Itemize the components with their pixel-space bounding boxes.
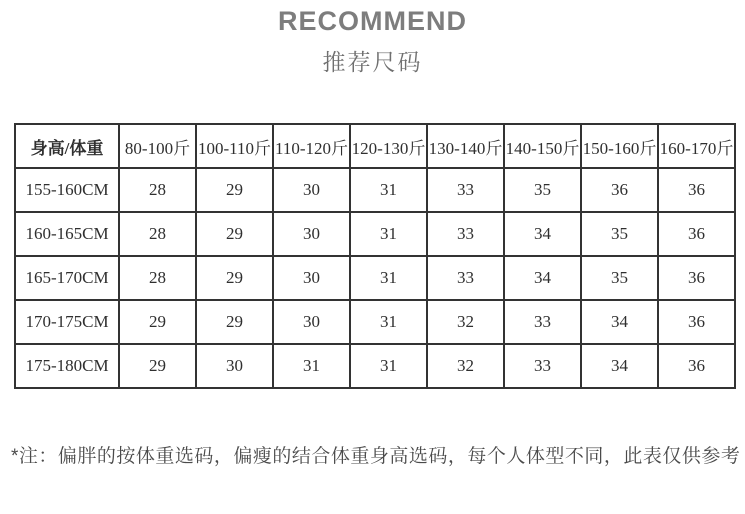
size-cell: 33 — [427, 168, 504, 212]
size-cell: 33 — [504, 344, 581, 388]
size-cell: 28 — [119, 212, 196, 256]
size-cell: 31 — [350, 344, 427, 388]
size-cell: 34 — [581, 344, 658, 388]
size-cell: 33 — [427, 212, 504, 256]
size-cell: 30 — [273, 256, 350, 300]
size-cell: 32 — [427, 300, 504, 344]
size-cell: 35 — [581, 256, 658, 300]
size-cell: 35 — [504, 168, 581, 212]
size-cell: 36 — [581, 168, 658, 212]
size-cell: 29 — [119, 344, 196, 388]
table-row — [15, 256, 735, 300]
col-header-weight-8: 160-170斤 — [658, 124, 735, 168]
size-cell: 36 — [658, 212, 735, 256]
col-header-weight-2: 100-110斤 — [196, 124, 273, 168]
size-cell: 31 — [350, 256, 427, 300]
size-cell: 33 — [427, 256, 504, 300]
col-header-weight-7: 150-160斤 — [581, 124, 658, 168]
size-cell: 36 — [658, 168, 735, 212]
row-header-height: 155-160CM — [15, 168, 119, 212]
row-header-height: 165-170CM — [15, 256, 119, 300]
size-cell: 32 — [427, 344, 504, 388]
size-cell: 31 — [350, 300, 427, 344]
row-header-height: 175-180CM — [15, 344, 119, 388]
col-header-height-weight: 身高/体重 — [15, 124, 119, 168]
size-cell: 30 — [196, 344, 273, 388]
size-cell: 28 — [119, 256, 196, 300]
table-row — [15, 168, 735, 212]
size-cell: 29 — [196, 168, 273, 212]
size-cell: 34 — [504, 212, 581, 256]
size-cell: 33 — [504, 300, 581, 344]
row-header-height: 170-175CM — [15, 300, 119, 344]
size-cell: 28 — [119, 168, 196, 212]
row-header-height: 160-165CM — [15, 212, 119, 256]
size-cell: 31 — [273, 344, 350, 388]
col-header-weight-6: 140-150斤 — [504, 124, 581, 168]
size-cell: 30 — [273, 168, 350, 212]
size-cell: 36 — [658, 300, 735, 344]
col-header-weight-1: 80-100斤 — [119, 124, 196, 168]
page-title-english: RECOMMEND — [278, 6, 467, 36]
col-header-weight-4: 120-130斤 — [350, 124, 427, 168]
size-cell: 31 — [350, 168, 427, 212]
size-cell: 34 — [504, 256, 581, 300]
col-header-weight-3: 110-120斤 — [273, 124, 350, 168]
size-cell: 31 — [350, 212, 427, 256]
size-cell: 29 — [196, 256, 273, 300]
size-cell: 36 — [658, 256, 735, 300]
size-cell: 29 — [196, 300, 273, 344]
table-row — [15, 300, 735, 344]
size-cell: 29 — [119, 300, 196, 344]
table-row — [15, 344, 735, 388]
table-row — [15, 212, 735, 256]
footnote: *注：偏胖的按体重选码，偏瘦的结合体重身高选码，每个人体型不同，此表仅供参考 — [11, 446, 741, 467]
size-cell: 34 — [581, 300, 658, 344]
size-table — [14, 123, 736, 389]
size-cell: 36 — [658, 344, 735, 388]
col-header-weight-5: 130-140斤 — [427, 124, 504, 168]
page-title-chinese: 推荐尺码 — [322, 49, 423, 75]
size-cell: 30 — [273, 300, 350, 344]
table-header-row — [15, 124, 735, 168]
size-cell: 29 — [196, 212, 273, 256]
size-cell: 30 — [273, 212, 350, 256]
size-cell: 35 — [581, 212, 658, 256]
